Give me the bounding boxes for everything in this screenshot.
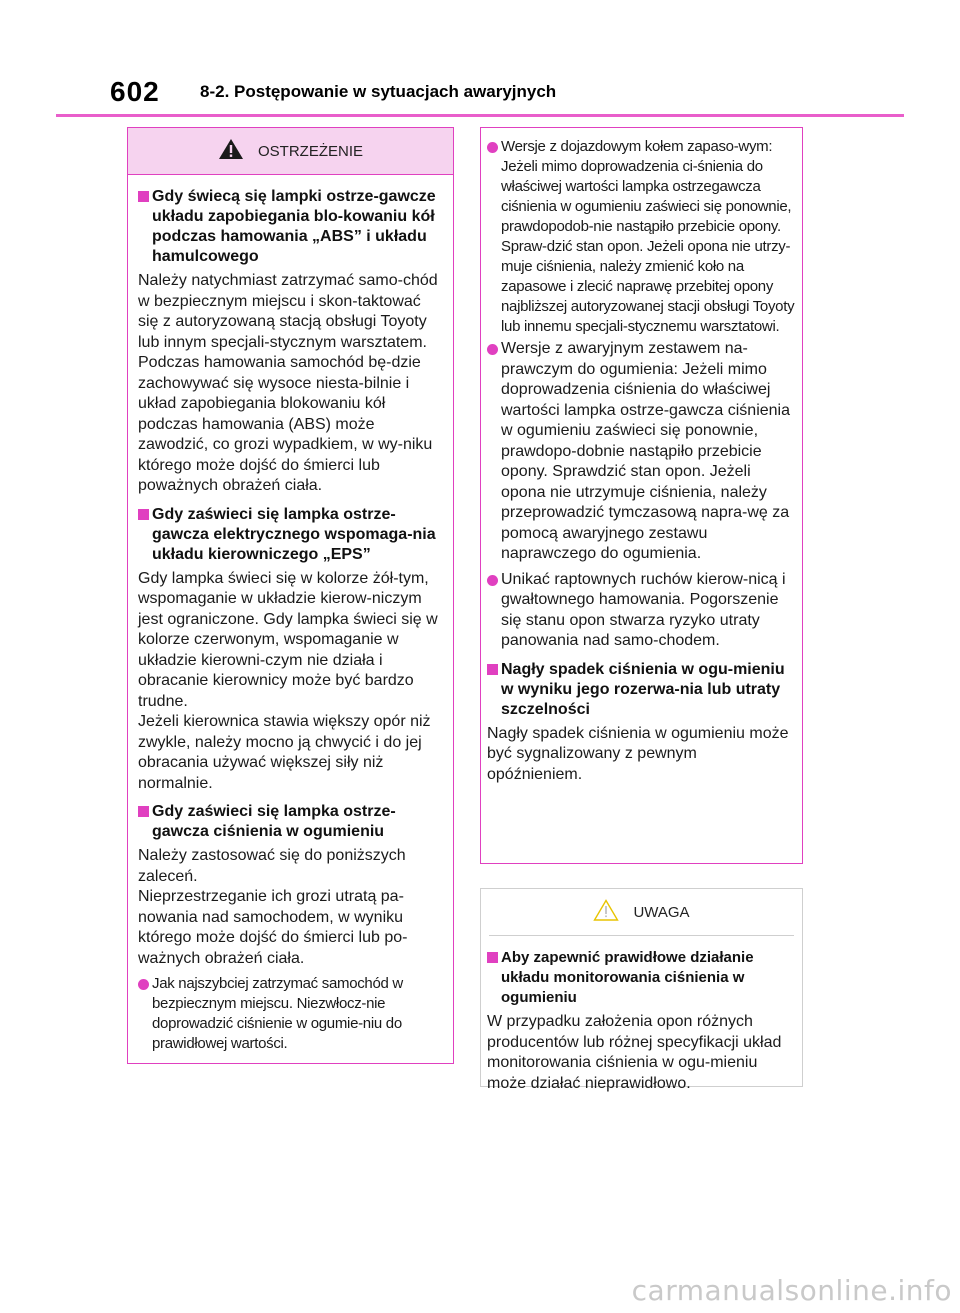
section-heading-tpms-function: Aby zapewnić prawidłowe działanie układu monitorowania ciśnienia w ogumieniu [487, 948, 796, 1008]
paragraph: Należy zastosować się do poniższych zaleceń. [138, 847, 406, 885]
warning-box-title: OSTRZEŻENIE [257, 142, 363, 160]
paragraph: Nagły spadek ciśnienia w ogumieniu może być sygnalizowany z pewnym opóźnieniem. [487, 724, 789, 783]
watermark: carmanualsonline.info [631, 1274, 952, 1307]
list-item: Unikać raptownych ruchów kierow-nicą i gwałtownego hamowania. Pogorszenie się stanu opon stwarza ryzyko utraty panowania nad samo-chodem. [487, 570, 796, 652]
section-heading-tpms: Gdy zaświeci się lampka ostrze-gawcza ciśnienia w ogumieniu [138, 802, 445, 842]
warning-continued-content [481, 128, 802, 785]
list-item: Jak najszybciej zatrzymać samochód w bezpiecznym miejscu. Niezwłocz-nie doprowadzić ciśnienie w ogumie-niu do prawidłowej wartości. [138, 974, 445, 1054]
header-rule [56, 114, 904, 117]
section-heading-pressure-drop: Nagły spadek ciśnienia w ogu-mieniu w wyniku jego rozerwa-nia lub utraty szczelności [487, 660, 796, 720]
caution-triangle-icon [593, 899, 619, 925]
paragraph: Należy natychmiast zatrzymać samo-chód w bezpiecznym miejscu i skon-taktować się z autoryzowaną stacją obsługi Toyoty lub innym specjali-stycznym warsztatem. [138, 272, 438, 351]
warning-box-continued [480, 127, 803, 864]
notice-box-header [489, 889, 794, 936]
section-title: 8-2. Postępowanie w sytuacjach awaryjnych [200, 82, 557, 101]
paragraph: Nieprzestrzeganie ich grozi utratą pa-nowania nad samochodem, w wyniku którego może dojść do śmierci lub po-ważnych obrażeń ciała. [138, 888, 408, 967]
paragraph: W przypadku założenia opon różnych producentów lub różnej specyfikacji układ monitorowania ciśnienia w ogu-mieniu może działać nieprawidłowo. [487, 1013, 782, 1092]
list-item: Wersje z dojazdowym kołem zapaso-wym: Jeżeli mimo doprowadzenia ci-śnienia do właściwej wartości lampka ostrzegawcza ciśnienia w ogumieniu zaświeci się ponownie, prawdopodob-nie nastąpiło przebicie opony. Spraw-dzić stan opon. Jeżeli opona nie utrzy-muje ciśnienia, należy zmienić koło na zapasowe i zlecić naprawę przebitej opony najbliższej autoryzowanej stacji obsługi Toyoty lub innemu specjali-stycznemu warsztatowi. [487, 137, 796, 337]
paragraph: Podczas hamowania samochód bę-dzie zachowywać się wysoce niesta-bilnie i układ zapobiegania blokowaniu kół podczas hamowania (ABS) może zawodzić, co grozi wypadkiem, w wy-niku którego może dojść do śmierci lub poważnych obrażeń ciała. [138, 354, 433, 494]
page-number: 602 [110, 76, 160, 107]
section-heading-abs: Gdy świecą się lampki ostrze-gawcze układu zapobiegania blo-kowaniu kół podczas hamowania „ABS” i układu hamulcowego [138, 187, 445, 267]
list-item: Wersje z awaryjnym zestawem na-prawczym do ogumienia: Jeżeli mimo doprowadzenia ciśnienia do właściwej wartości lampka ostrze-gawcza ciśnienia w ogumieniu zaświeci się ponownie, prawdopo-dobnie nastąpiło przebicie opony. Sprawdzić stan opon. Jeżeli opona nie utrzymuje ciśnienia, należy przeprowadzić tymczasową napra-wę za pomocą awaryjnego zestawu naprawczego do ogumienia. [487, 339, 796, 565]
warning-box-header [128, 128, 453, 175]
warning-triangle-icon [218, 138, 244, 164]
section-heading-eps: Gdy zaświeci się lampka ostrze-gawcza elektrycznego wspomaga-nia układu kierowniczego „EPS” [138, 505, 445, 565]
warning-box [127, 127, 454, 1064]
notice-box-content [481, 936, 802, 1094]
paragraph: Gdy lampka świeci się w kolorze żół-tym, wspomaganie w układzie kierow-niczym jest ograniczone. Gdy lampka świeci się w kolorze czerwonym, wspomaganie w układzie kierowni-czym nie działa i obracanie kierownicy może być bardzo trudne. [138, 569, 438, 710]
warning-box-content [128, 175, 453, 1054]
notice-box [480, 888, 803, 1092]
notice-box-title: UWAGA [633, 903, 690, 921]
paragraph: Jeżeli kierownica stawia większy opór niż zwykle, należy mocno ją chwycić i do jej obracania używać większej siły niż normalnie. [138, 713, 431, 792]
